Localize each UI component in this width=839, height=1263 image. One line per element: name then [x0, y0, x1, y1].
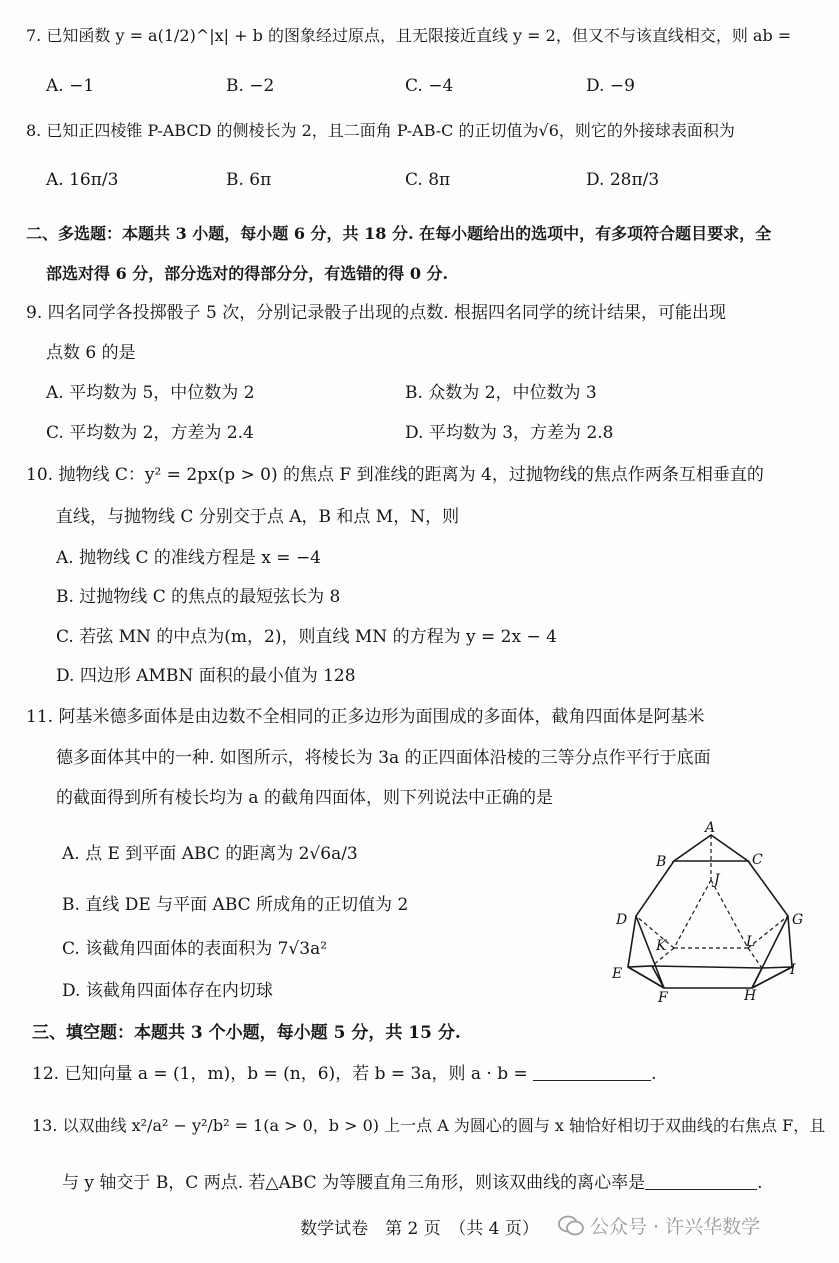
label-b: B: [656, 854, 667, 870]
wechat-icon: [558, 1215, 584, 1237]
q7-option-b: B. −2: [226, 76, 275, 96]
watermark-text: 公众号 · 许兴华数学: [590, 1216, 761, 1238]
q11-option-a: A. 点 E 到平面 ABC 的距离为 2√6a/3: [62, 844, 358, 864]
q12-stem: 12. 已知向量 a = (1，m)，b = (n，6)，若 b = 3a，则 a · b = .: [32, 1064, 657, 1084]
q9-option-b: B. 众数为 2，中位数为 3: [405, 383, 597, 403]
q8-option-d: D. 28π/3: [586, 170, 660, 190]
q11-stem-line3: 的截面得到所有棱长均为 a 的截角四面体，则下列说法中正确的是: [56, 788, 553, 808]
q8-stem: 8. 已知正四棱锥 P-ABCD 的侧棱长为 2，且二面角 P-AB-C 的正切值为√6，则它的外接球表面积为: [26, 121, 735, 140]
q10-option-a: A. 抛物线 C 的准线方程是 x = −4: [56, 548, 322, 568]
q10-option-d: D. 四边形 AMBN 面积的最小值为 128: [56, 666, 356, 686]
label-i: I: [790, 962, 796, 978]
q11-option-b: B. 直线 DE 与平面 ABC 所成角的正切值为 2: [62, 895, 409, 915]
q10-option-c: C. 若弦 MN 的中点为(m，2)，则直线 MN 的方程为 y = 2x − 4: [56, 627, 557, 647]
label-a: A: [705, 820, 716, 836]
section3-heading: 三、填空题：本题共 3 个小题，每小题 5 分，共 15 分.: [32, 1023, 461, 1043]
label-j: J: [714, 872, 720, 888]
label-k: K: [656, 938, 667, 954]
label-f: F: [658, 990, 668, 1006]
page-footer: 数学试卷 第 2 页 （共 4 页）: [300, 1219, 539, 1239]
truncated-tetrahedron-figure: [600, 820, 820, 1010]
label-e: E: [612, 966, 623, 982]
watermark: [558, 1212, 760, 1239]
q11-option-d: D. 该截角四面体存在内切球: [62, 981, 273, 1001]
label-d: D: [616, 912, 628, 928]
q8-option-a: A. 16π/3: [46, 170, 119, 190]
label-g: G: [792, 912, 804, 928]
q7-option-c: C. −4: [405, 76, 454, 96]
q9-option-c: C. 平均数为 2，方差为 2.4: [46, 423, 254, 443]
q10-stem-line1: 10. 抛物线 C：y² = 2px(p > 0) 的焦点 F 到准线的距离为 4，过抛物线的焦点作两条互相垂直的: [26, 465, 764, 485]
q9-option-d: D. 平均数为 3，方差为 2.8: [405, 423, 614, 443]
q8-option-c: C. 8π: [405, 170, 451, 190]
label-h: H: [744, 988, 757, 1004]
q11-stem-line2: 德多面体其中的一种. 如图所示，将棱长为 3a 的正四面体沿棱的三等分点作平行于底面: [56, 748, 711, 768]
label-l: L: [746, 934, 756, 950]
q8-option-b: B. 6π: [226, 170, 272, 190]
q10-option-b: B. 过抛物线 C 的焦点的最短弦长为 8: [56, 587, 341, 607]
q10-stem-line2: 直线，与抛物线 C 分别交于点 A，B 和点 M，N，则: [56, 507, 460, 527]
q11-option-c: C. 该截角四面体的表面积为 7√3a²: [62, 939, 328, 959]
q13-stem-line1: 13. 以双曲线 x²/a² − y²/b² = 1(a > 0，b > 0) 上一点 A 为圆心的圆与 x 轴恰好相切于双曲线的右焦点 F，且: [32, 1116, 826, 1135]
section2-heading-line1: 二、多选题：本题共 3 小题，每小题 6 分，共 18 分. 在每小题给出的选项中，有多项符合题目要求，全: [26, 224, 772, 243]
q13-stem-line2: 与 y 轴交于 B，C 两点. 若△ABC 为等腰直角三角形，则该双曲线的离心率是 .: [62, 1173, 763, 1193]
label-c: C: [752, 852, 763, 868]
q12-text: 12. 已知向量 a = (1，m)，b = (n，6)，若 b = 3a，则 a · b =: [32, 1064, 528, 1084]
q11-stem-line1: 11. 阿基米德多面体是由边数不全相同的正多边形为面围成的多面体，截角四面体是阿基米: [26, 707, 705, 727]
q12-answer-blank[interactable]: [533, 1080, 651, 1081]
q7-stem: 7. 已知函数 y = a(1/2)^|x| + b 的图象经过原点，且无限接近直线 y = 2，但又不与该直线相交，则 ab =: [26, 26, 792, 45]
q7-option-d: D. −9: [586, 76, 635, 96]
q13-text: 与 y 轴交于 B，C 两点. 若△ABC 为等腰直角三角形，则该双曲线的离心率是: [62, 1173, 646, 1193]
q9-stem-line1: 9. 四名同学各投掷骰子 5 次，分别记录骰子出现的点数. 根据四名同学的统计结果，可能出现: [26, 303, 727, 323]
q13-answer-blank[interactable]: [645, 1189, 757, 1190]
q7-option-a: A. −1: [46, 76, 95, 96]
q9-stem-line2: 点数 6 的是: [46, 343, 136, 363]
q9-option-a: A. 平均数为 5，中位数为 2: [46, 383, 255, 403]
section2-heading-line2: 部选对得 6 分，部分选对的得部分分，有选错的得 0 分.: [46, 264, 449, 283]
